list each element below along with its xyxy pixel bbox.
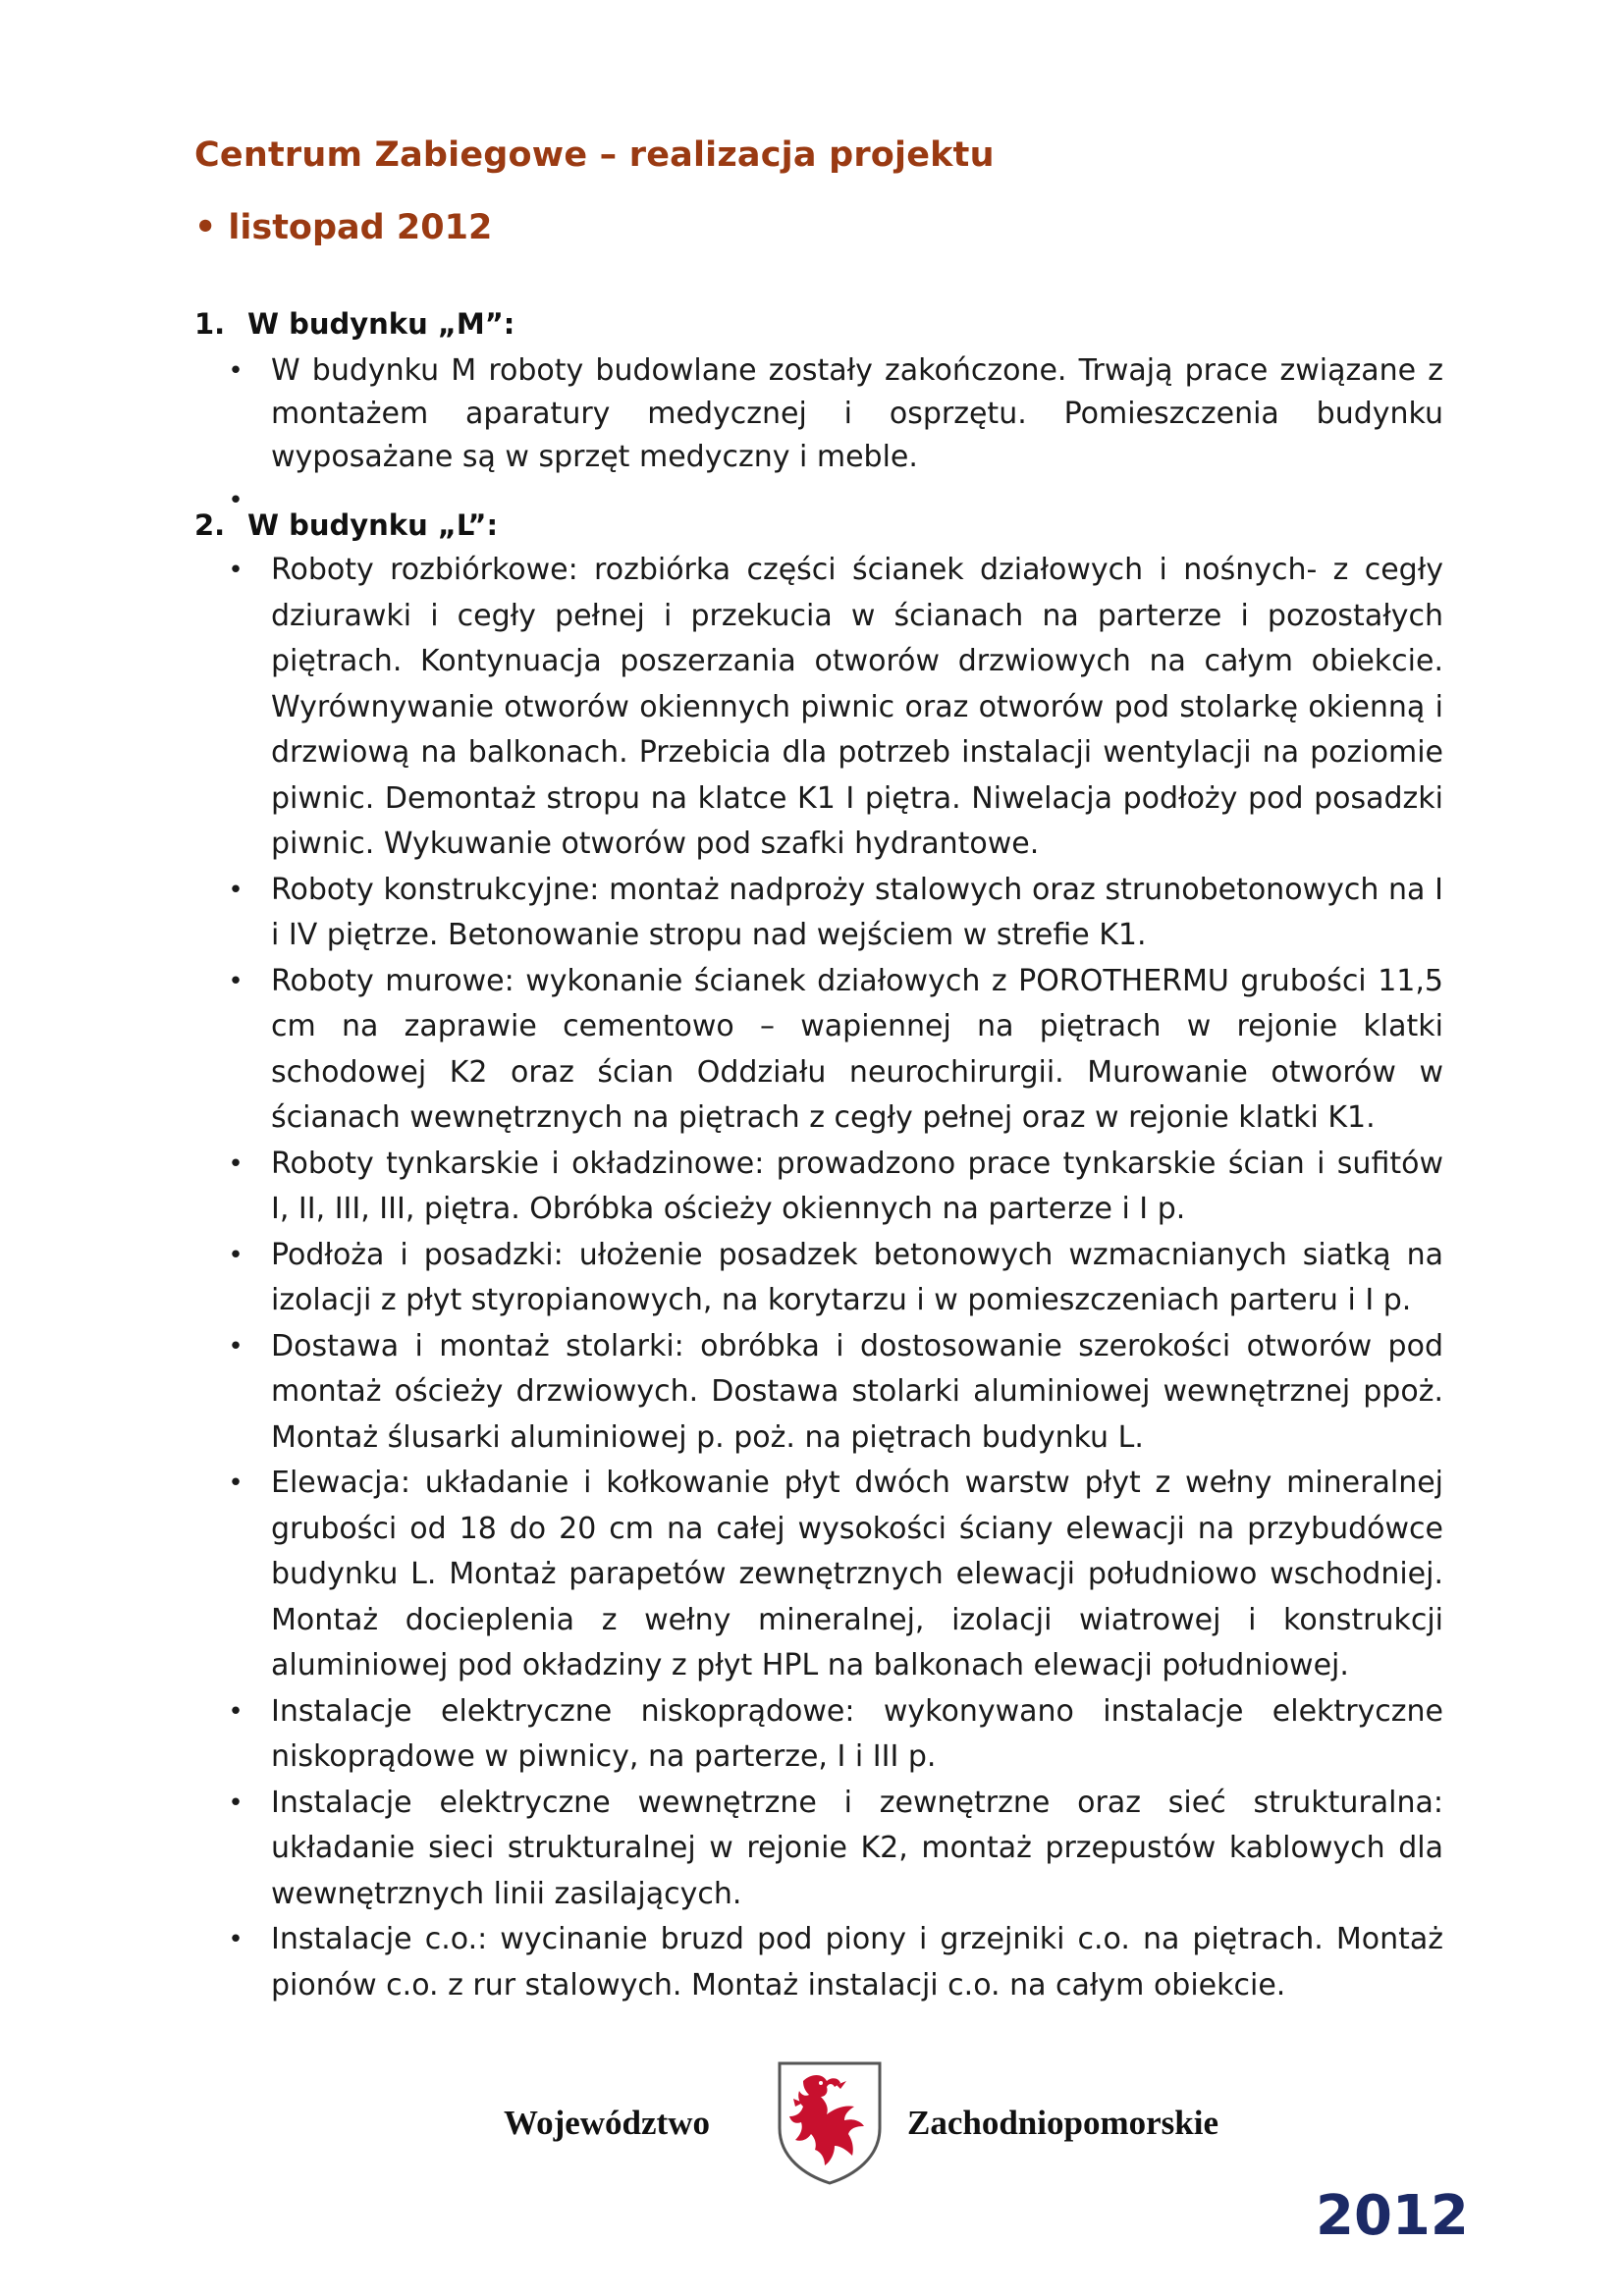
section-number: 1. [194, 307, 226, 341]
building-m-list [226, 349, 1443, 522]
list-item-text: Dostawa i montaż stolarki: obróbka i dostosowanie szerokości otworów pod montaż ościeży drzwiowych. Dostawa stolarki aluminiowej wewnętrznej ppoż. Montaż ślusarki aluminiowej p. poż. na piętrach budynku L. [271, 1328, 1443, 1455]
list-item [226, 1142, 1443, 1233]
section-number: 2. [194, 508, 226, 542]
footer-voivodeship-label: Województwo [504, 2104, 710, 2142]
bullet-icon: • [228, 1468, 243, 1498]
page-subtitle [194, 208, 492, 247]
list-item-text: Roboty rozbiórkowe: rozbiórka części ścianek działowych i nośnych- z cegły dziurawki i cegły pełnej i przekucia w ścianach na parterze i pozostałych piętrach. Kontynuacja poszerzania otworów drzwiowych na całym obiekcie. Wyrównywanie otworów okiennych piwnic oraz otworów pod stolarkę okienną i drzwiową na balkonach. Przebicia dla potrzeb instalacji wentylacji na poziomie piwnic. Demontaż stropu na klatce K1 I piętra. Niwelacja podłoży pod posadzki piwnic. Wykuwanie otworów pod szafki hydrantowe. [271, 553, 1443, 861]
list-item-text: Elewacja: układanie i kołkowanie płyt dwóch warstw płyt z wełny mineralnej grubości od 18 do 20 cm na całej wysokości ściany elewacji na przybudówce budynku L. Montaż parapetów zewnętrznych elewacji południowo wschodniej. Montaż docieplenia z wełny mineralnej, izolacji wiatrowej i konstrukcji aluminiowej pod okładziny z płyt HPL na balkonach elewacji południowej. [271, 1466, 1443, 1682]
list-item [226, 548, 1443, 868]
list-item [226, 1461, 1443, 1689]
bullet-icon: • [228, 1788, 243, 1818]
list-item-text: Instalacje c.o.: wycinanie bruzd pod piony i grzejniki c.o. na piętrach. Montaż pionów c.o. z rur stalowych. Montaż instalacji c.o. na całym obiekcie. [271, 1922, 1443, 2002]
subtitle-bullet: • [194, 208, 217, 247]
bullet-icon: • [228, 1148, 243, 1179]
griffin-eye [819, 2081, 823, 2085]
bullet-icon: • [228, 966, 243, 996]
section-heading-building-m [194, 307, 514, 341]
bullet-icon: • [228, 556, 243, 585]
list-item-text: Roboty tynkarskie i okładzinowe: prowadzono prace tynkarskie ścian i sufitów I, II, III, III, piętra. Obróbka ościeży okiennych na parterze i I p. [271, 1146, 1443, 1226]
page-title: Centrum Zabiegowe – realizacja projektu [194, 135, 995, 175]
list-item-text: Instalacje elektryczne niskoprądowe: wykonywano instalacje elektryczne niskoprądowe w piwnicy, na parterze, I i III p. [271, 1693, 1443, 1774]
bullet-icon: • [228, 1240, 243, 1270]
list-item [226, 1689, 1443, 1781]
section-heading-building-l [194, 508, 498, 542]
bullet-icon: • [228, 486, 243, 515]
list-item [226, 868, 1443, 959]
bullet-icon: • [228, 356, 243, 386]
year-label: 2012 [1316, 2184, 1469, 2248]
list-item-text: Instalacje elektryczne wewnętrzne i zewnętrzne oraz sieć strukturalna: układanie sieci strukturalnej w rejonie K2, montaż przepustów kablowych dla wewnętrznych linii zasilających. [271, 1785, 1443, 1911]
bullet-icon: • [228, 875, 243, 905]
section-title: W budynku „M”: [247, 307, 515, 341]
list-item-text: Podłoża i posadzki: ułożenie posadzek betonowych wzmacnianych siatką na izolacji z płyt styropianowych, na korytarzu i w pomieszczeniach parteru i I p. [271, 1237, 1443, 1317]
list-item-text: Roboty murowe: wykonanie ścianek działowych z POROTHERMU grubości 11,5 cm na zaprawie cementowo – wapiennej na piętrach w rejonie klatki schodowej K2 oraz ścian Oddziału neurochirurgii. Murowanie otworów w ścianach wewnętrznych na piętrach z cegły pełnej oraz w rejonie klatki K1. [271, 963, 1443, 1135]
list-item [226, 1233, 1443, 1324]
list-item [226, 349, 1443, 479]
list-item-text: W budynku M roboty budowlane zostały zakończone. Trwają prace związane z montażem aparatury medycznej i osprzętu. Pomieszczenia budynku wyposażane są w sprzęt medyczny i meble. [271, 353, 1443, 474]
footer-region-label: Zachodniopomorskie [907, 2104, 1218, 2142]
list-item [226, 1781, 1443, 1918]
section-title: W budynku „L”: [247, 508, 499, 542]
subtitle-text: listopad 2012 [228, 208, 493, 247]
griffin-coat-of-arms-icon [776, 2059, 884, 2187]
list-item [226, 959, 1443, 1142]
bullet-icon: • [228, 1925, 243, 1954]
list-item [226, 1917, 1443, 2008]
bullet-icon: • [228, 1696, 243, 1727]
bullet-icon: • [228, 1331, 243, 1362]
building-l-list [226, 548, 1443, 2008]
list-item [226, 1324, 1443, 1462]
list-item-text: Roboty konstrukcyjne: montaż nadproży stalowych oraz strunobetonowych na I i IV piętrze. Betonowanie stropu nad wejściem w strefie K1. [271, 872, 1443, 952]
